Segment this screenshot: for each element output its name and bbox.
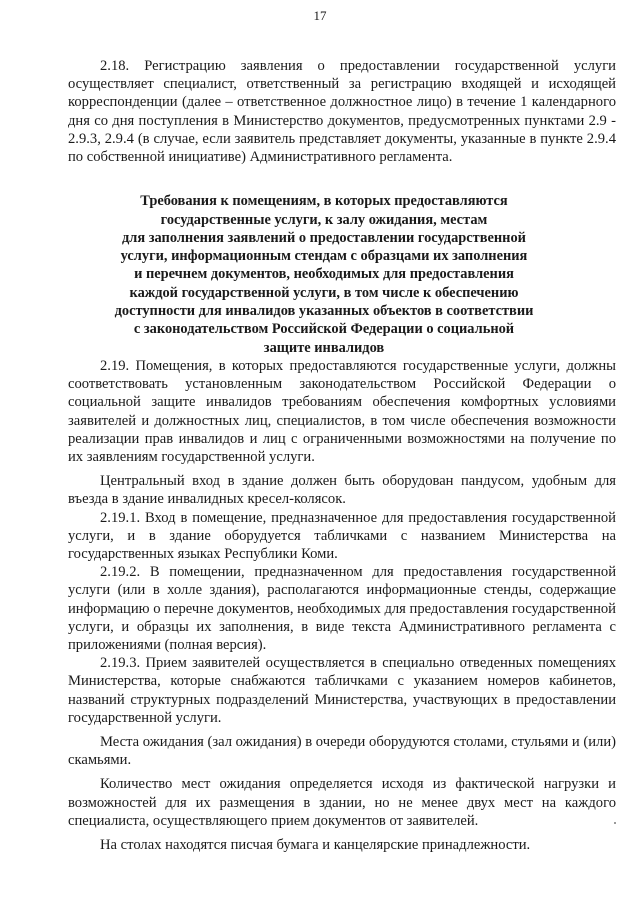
paragraph-2-18: 2.18. Регистрацию заявления о предоставлении государственной услуги осуществляет специалист, ответственный за регистрацию входящей и исходящей корреспонденции (далее – ответственное должностное лицо) в течение 1 календарного дня со дня поступления в Министерство документов, предусмотренных пунктами 2.9 - 2.9.3, 2.9.4 (в случае, если заявитель представляет документы, указанные в пункте 2.9.4 по собственной инициативе) Административного регламента. (68, 58, 616, 166)
heading-line: для заполнения заявлений о предоставлении государственной (122, 229, 526, 246)
section-heading (68, 192, 616, 357)
page-number: 17 (313, 8, 327, 23)
heading-line: услуги, информационным стендам с образцами их заполнения (120, 248, 528, 265)
paragraph-waiting-count: Количество мест ожидания определяется исходя из фактической нагрузки и возможностей для их размещения в здании, но не менее двух мест на каждого специалиста, осуществляющего прием документов от заявителей. (68, 776, 616, 829)
heading-line: доступности для инвалидов указанных объектов в соответствии (114, 303, 534, 319)
paragraph-tables-supplies: На столах находятся писчая бумага и канцелярские принадлежности. (100, 836, 531, 853)
paragraph-central-entrance: Центральный вход в здание должен быть оборудован пандусом, удобным для въезда в здание инвалидных кресел-колясок. (68, 473, 616, 508)
heading-line: защите инвалидов (263, 339, 385, 356)
paragraph-2-19: 2.19. Помещения, в которых предоставляются государственные услуги, должны соответствовать установленным законодательством Российской Федерации о социальной защите инвалидов требованиям обеспечения комфортных условиями заявителей и должностных лиц, специалистов, в том числе обеспечения возможности реализации прав инвалидов и лиц с ограниченными возможностями на получение по их заявлениям государственной услуги. (68, 357, 616, 465)
scan-speck (614, 822, 616, 824)
heading-line: государственные услуги, к залу ожидания, местам (160, 211, 488, 228)
heading-line: с законодательством Российской Федерации о социальной (133, 321, 515, 338)
heading-line: каждой государственной услуги, в том числе к обеспечению (129, 284, 519, 301)
paragraph-2-19-1: 2.19.1. Вход в помещение, предназначенное для предоставления государственной услуги, и в здание оборудуется табличками с названием Министерства на государственных языках Республики Коми. (68, 509, 616, 562)
page-content (68, 57, 616, 854)
heading-line: и перечнем документов, необходимых для предоставления (134, 266, 514, 283)
paragraph-2-19-3: 2.19.3. Прием заявителей осуществляется в специально отведенных помещениях Министерства, которые снабжаются табличками с указанием номеров кабинетов, названий структурных подразделений Министерства, участвующих в предоставлении государственной услуги. (68, 655, 616, 726)
heading-line: Требования к помещениям, в которых предоставляются (140, 193, 508, 210)
paragraph-2-19-2: 2.19.2. В помещении, предназначенном для предоставления государственной услуги (или в холле здания), располагаются информационные стенды, содержащие информацию о перечне документов, необходимых для предоставления государственной услуги, и образцы их заполнения, в виде текста Административного регламента с приложениями (полная версия). (68, 564, 616, 653)
paragraph-waiting-places: Места ожидания (зал ожидания) в очереди оборудуются столами, стульями и (или) скамьями. (68, 733, 616, 769)
